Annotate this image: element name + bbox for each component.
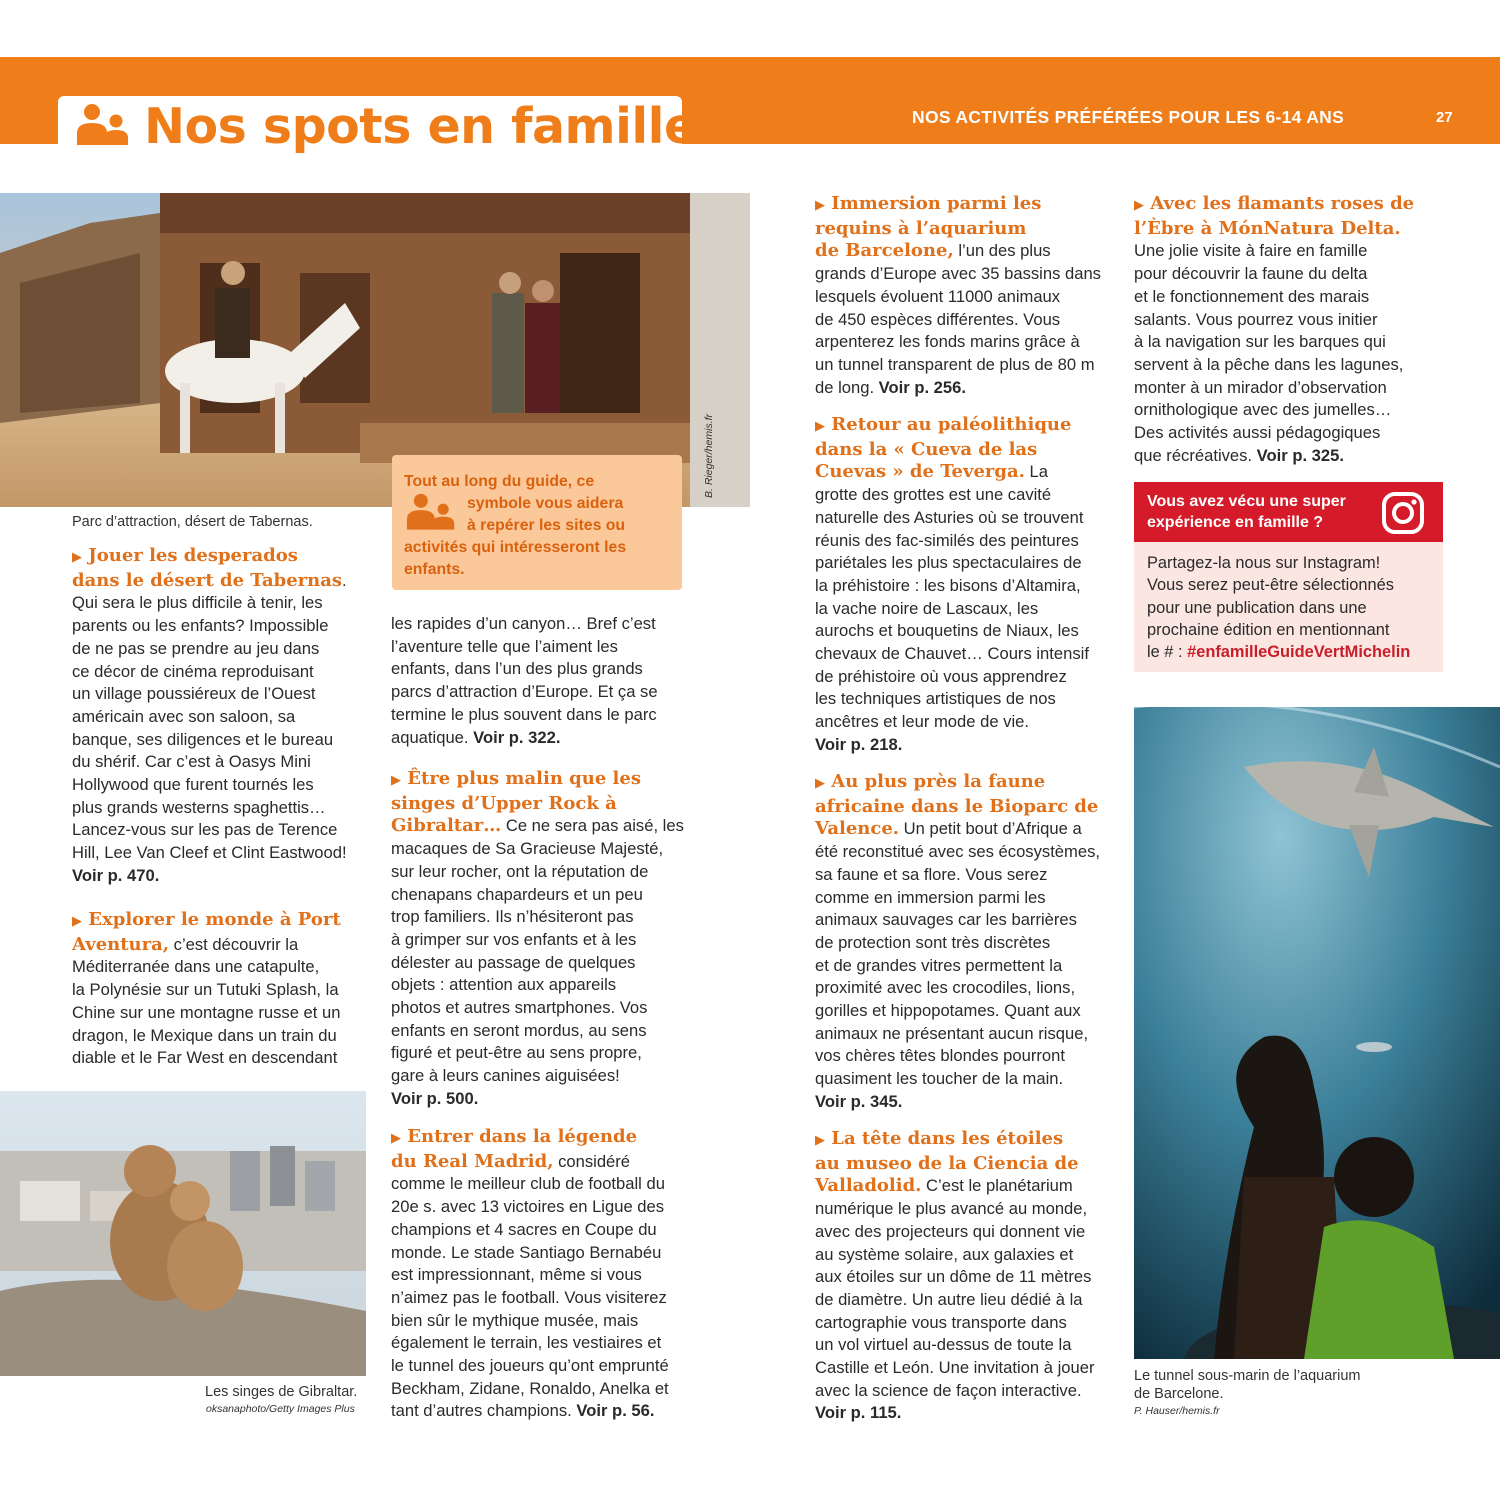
text-line: salants. Vous pourrez vous initier (1134, 309, 1378, 329)
page-title: Nos spots en famille (144, 98, 697, 155)
text-line: et de grandes vitres permettent la (815, 955, 1063, 975)
text-line: Une jolie visite à faire en famille (1134, 241, 1368, 261)
text-line: cartographie vous transporte dans (815, 1312, 1067, 1332)
text-line: monter à un mirador d’observation (1134, 377, 1387, 397)
page-reference: Voir p. 500. (391, 1088, 479, 1108)
text-line: Beckham, Zidane, Ronaldo, Anelka et (391, 1378, 669, 1398)
text-line: servent à la pêche dans les lagunes, (1134, 354, 1404, 374)
page-subtitle: NOS ACTIVITÉS PRÉFÉRÉES POUR LES 6-14 ANS (912, 107, 1345, 127)
callout-line: symbole vous aidera (467, 495, 624, 512)
text-line: Hollywood que furent tournés les (72, 775, 314, 795)
photo-credit: oksanaphoto/Getty Images Plus (206, 1403, 355, 1415)
text-line: de ne pas se prendre au jeu dans (72, 638, 320, 658)
arrow-icon: ▶ (815, 419, 825, 434)
text-line: Lancez-vous sur les pas de Terence (72, 820, 338, 840)
text-line: proximité avec les crocodiles, lions, (815, 978, 1076, 998)
article-aquarium: ▶ Immersion parmi les requins à l’aquarium de Barcelone, l’un des plus grands d’Europe avec 35 bassins dans lesquels évoluent 11000 animaux de 450 espèces différentes. Vous arpenterez les fonds marins grâce à un tunnel transparent de plus de 80 m de long. Voir p. 256. (815, 193, 1115, 399)
text-line: à la navigation sur les barques qui (1134, 332, 1386, 352)
text-line: pour une publication dans une (1147, 598, 1367, 617)
photo-credit: B. Rieger/hemis.fr (703, 413, 715, 498)
text-line: Chine sur une montagne russe et un (72, 1002, 341, 1022)
page-reference: Voir p. 325. (1256, 445, 1344, 465)
arrow-icon: ▶ (72, 914, 82, 929)
text-line: arpenterez les fonds marins grâce à (815, 332, 1080, 352)
instagram-heading: expérience en famille ? (1147, 514, 1324, 531)
text-line: un tunnel transparent de plus de 80 m (815, 354, 1095, 374)
text-line: grotte des grottes est une cavité (815, 485, 1052, 505)
page-reference: Voir p. 470. (72, 865, 160, 885)
text-line: parcs d’attraction d’Europe. Et ça se (391, 682, 658, 702)
text-line: la Polynésie sur un Tutuki Splash, la (72, 980, 339, 1000)
text-line: photos et autres smartphones. Vos (391, 998, 648, 1018)
article-valladolid: ▶ La tête dans les étoiles au museo de la Ciencia de Valladolid. C’est le planétarium numérique le plus avancé au monde, avec des projecteurs qui donnent vie au système solaire, aux galaxies et aux étoiles sur un dôme de 11 mètres de diamètre. Un autre lieu dédié à la cartographie vous transporte dans un vol virtuel au-dessus de toute la Castille et León. Une invitation à jouer avec la science de façon interactive. Voir p. 115. (815, 1128, 1115, 1425)
text-line: avec des projecteurs qui donnent vie (815, 1221, 1086, 1241)
text-line: sur leur rocher, ont la réputation de (391, 861, 649, 881)
text-line: monde. Le stade Santiago Bernabéu (391, 1242, 662, 1262)
text-line: diable et le Far West en descendant (72, 1048, 338, 1068)
photo-caption: Les singes de Gibraltar. (205, 1384, 358, 1400)
photo-caption: Parc d’attraction, désert de Tabernas. (72, 514, 313, 530)
text-line: quasiment les toucher de la main. (815, 1069, 1064, 1089)
text-line: américain avec son saloon, sa (72, 706, 296, 726)
text-line: enfants en seront mordus, au sens (391, 1020, 647, 1040)
article-bioparc: ▶ Au plus près la faune africaine dans le Bioparc de Valence. Un petit bout d’Afrique a été reconstitué avec ses écosystèmes, sa faune et sa flore. Vous serez comme en immersion parmi les animaux sauvages car les barrières de protection sont très discrètes et de grandes vitres permettent la proximité avec les crocodiles, lions, gorilles et hippopotames. Quant aux animaux ne présentant aucun risque, vos chères têtes blondes pourront quasiment les toucher de la main. Voir p. 345. (815, 771, 1115, 1114)
text-line: à grimper sur vos enfants et à les (391, 929, 637, 949)
text-line: aurochs et bouquetins de Niaux, les (815, 621, 1079, 641)
text-line: enfants, dans l’un des plus grands (391, 659, 643, 679)
text-line: les techniques artistiques de nos (815, 689, 1056, 709)
text-line: objets : attention aux appareils (391, 975, 617, 995)
text-line: parents ou les enfants? Impossible (72, 616, 329, 636)
text-line: comme en immersion parmi les (815, 887, 1046, 907)
instagram-heading: Vous avez vécu une super (1147, 493, 1346, 510)
page-reference: Voir p. 56. (576, 1401, 655, 1421)
text-line: l’aventure telle que l’aiment les (391, 636, 618, 656)
family-icon (76, 103, 132, 147)
arrow-icon: ▶ (815, 1133, 825, 1148)
text-line: naturelle des Asturies où se trouvent (815, 507, 1084, 527)
text-line: numérique le plus avancé au monde, (815, 1199, 1088, 1219)
gibraltar-photo (0, 1091, 366, 1376)
callout-line: activités qui intéresseront les (404, 539, 627, 556)
text-line: de protection sont très discrètes (815, 932, 1051, 952)
text-line: chevaux de Chauvet… Cours intensif (815, 644, 1089, 664)
text-line: le tunnel des joueurs qu’ont emprunté (391, 1356, 669, 1376)
text-line: pour découvrir la faune du delta (1134, 264, 1368, 284)
text-line: été reconstitué avec ses écosystèmes, (815, 842, 1100, 862)
text-line: grands d’Europe avec 35 bassins dans (815, 264, 1101, 284)
text-line: de préhistoire où vous apprendrez (815, 666, 1067, 686)
text-line: pariétales les plus spectaculaires de (815, 553, 1082, 573)
text-line: prochaine édition en mentionnant (1147, 620, 1390, 639)
callout-line: à repérer les sites ou (467, 517, 626, 534)
text-line: 20e s. avec 13 victoires en Ligue des (391, 1197, 665, 1217)
text-line: figuré et peut-être au sens propre, (391, 1043, 642, 1063)
article-port-aventura-cont: les rapides d’un canyon… Bref c’est l’aventure telle que l’aiment les enfants, dans l’un des plus grands parcs d’attraction d’Europe. Et ça se termine le plus souvent dans le parc aquatique. Voir p. 322. (391, 613, 691, 749)
text-line: macaques de Sa Gracieuse Majesté, (391, 839, 664, 859)
instagram-box: Vous avez vécu une super expérience en famille ? Partagez-la nous sur Instagram! Vous serez peut-être sélectionnés pour une publication dans une prochaine édition en mentionnant le # : #enfamilleGuideVertMichelin (1134, 482, 1443, 672)
text-line: ce décor de cinéma reproduisant (72, 661, 314, 681)
family-symbol-callout (392, 455, 682, 590)
page-reference: Voir p. 322. (473, 727, 561, 747)
text-line: Castille et León. Une invitation à jouer (815, 1358, 1095, 1378)
hashtag: #enfamilleGuideVertMichelin (1187, 643, 1411, 662)
text-line: bien sûr le mythique musée, mais (391, 1310, 639, 1330)
text-line: également le terrain, les vestiaires et (391, 1333, 662, 1353)
text-line: animaux sauvages car les barrières (815, 910, 1077, 930)
photo-caption: Le tunnel sous-marin de l’aquarium (1134, 1368, 1361, 1384)
text-line: Qui sera le plus difficile à tenir, les (72, 593, 323, 613)
text-line: comme le meilleur club de football du (391, 1174, 665, 1194)
article-real-madrid: ▶ Entrer dans la légende du Real Madrid, considéré comme le meilleur club de football du 20e s. avec 13 victoires en Ligue des champions et 4 sacres en Coupe du monde. Le stade Santiago Bernabéu est impressionnant, même si vous n’aimez pas le football. Vous visiterez bien sûr le mythique musée, mais également le terrain, les vestiaires et le tunnel des joueurs qu’ont emprunté Beckham, Zidane, Ronaldo, Anelka et tant d’autres champions. Voir p. 56. (391, 1126, 691, 1423)
text-line: lesquels évoluent 11000 animaux (815, 286, 1061, 306)
text-line: chenapans chapardeurs et un peu (391, 884, 643, 904)
instagram-box-header (1134, 482, 1443, 542)
text-line: un vol virtuel au-dessus de toute la (815, 1335, 1072, 1355)
text-line: de 450 espèces différentes. Vous (815, 309, 1061, 329)
article-teverga: ▶ Retour au paléolithique dans la « Cueva de las Cuevas » de Teverga. La grotte des grottes est une cavité naturelle des Asturies où se trouvent réunis des fac-similés des peintures pariétales les plus spectaculaires de la préhistoire : les bisons d’Altamira, la vache noire de Lascaux, les aurochs et bouquetins de Niaux, les chevaux de Chauvet… Cours intensif de préhistoire où vous apprendrez les techniques artistiques de nos ancêtres et leur mode de vie. Voir p. 218. (815, 414, 1115, 757)
text-line: animaux ne présentant aucun risque, (815, 1023, 1089, 1043)
text-line: Des activités aussi pédagogiques (1134, 423, 1381, 443)
arrow-icon: ▶ (815, 776, 825, 791)
arrow-icon: ▶ (391, 773, 401, 788)
callout-line: Tout au long du guide, ce (404, 473, 595, 490)
text-line: banque, ses diligences et le bureau (72, 729, 334, 749)
family-icon (406, 493, 458, 531)
article-gibraltar: ▶ Être plus malin que les singes d’Upper Rock à Gibraltar… Ce ne sera pas aisé, les macaques de Sa Gracieuse Majesté, sur leur rocher, ont la réputation de chenapans chapardeurs et un peu trop familiers. Ils n’hésiteront pas à grimper sur vos enfants et à les délester au passage de quelques objets : attention aux appareils photos et autres smartphones. Vos enfants en seront mordus, au sens figuré et peut-être au sens propre, gare à leurs canines aiguisées! Voir p. 500. (391, 768, 691, 1111)
page-reference: Voir p. 115. (815, 1403, 902, 1423)
arrow-icon: ▶ (391, 1131, 401, 1146)
text-line: est impressionnant, même si vous (391, 1265, 642, 1285)
text-line: avec la science de façon interactive. (815, 1380, 1082, 1400)
text-line: Hill, Lee Van Cleef et Clint Eastwood! (72, 843, 347, 863)
callout-line: enfants. (404, 561, 465, 578)
text-line: Méditerranée dans une catapulte, (72, 957, 320, 977)
text-line: délester au passage de quelques (391, 952, 636, 972)
text-line: aux étoiles sur un dôme de 11 mètres (815, 1267, 1092, 1287)
page-number: 27 (1436, 109, 1453, 126)
page-reference: Voir p. 218. (815, 734, 903, 754)
text-line: la vache noire de Lascaux, les (815, 598, 1039, 618)
text-line: dragon, le Mexique dans un train du (72, 1025, 337, 1045)
text-line: au système solaire, aux galaxies et (815, 1244, 1074, 1264)
text-line: la préhistoire : les bisons d’Altamira, (815, 575, 1081, 595)
text-line: Vous serez peut-être sélectionnés (1147, 576, 1394, 595)
text-line: termine le plus souvent dans le parc (391, 704, 657, 724)
instagram-icon (1381, 491, 1425, 535)
text-line: un village poussiéreux de l’Ouest (72, 684, 316, 704)
arrow-icon: ▶ (1134, 198, 1144, 213)
text-line: n’aimez pas le football. Vous visiterez (391, 1287, 667, 1307)
text-line: réunis des fac-similés des peintures (815, 530, 1079, 550)
text-line: et le fonctionnement des marais (1134, 286, 1370, 306)
text-line: de diamètre. Un autre lieu dédié à la (815, 1289, 1083, 1309)
arrow-icon: ▶ (72, 550, 82, 565)
page-reference: Voir p. 256. (878, 377, 966, 397)
article-delta: ▶ Avec les flamants roses de l’Èbre à MónNatura Delta. Une jolie visite à faire en famille pour découvrir la faune du delta et le fonctionnement des marais salants. Vous pourrez vous initier à la navigation sur les barques qui servent à la pêche dans les lagunes, monter à un mirador d’observation ornithologique avec des jumelles… Des activités aussi pédagogiques que récréatives. Voir p. 325. (1134, 193, 1444, 467)
text-line: gare à leurs canines aiguisées! (391, 1066, 620, 1086)
arrow-icon: ▶ (815, 198, 825, 213)
page-reference: Voir p. 345. (815, 1091, 903, 1111)
text-line: sa faune et sa flore. Vous serez (815, 864, 1048, 884)
text-line: vos chères têtes blondes pourront (815, 1046, 1065, 1066)
text-line: ornithologique avec des jumelles… (1134, 400, 1392, 420)
text-line: plus grands westerns spaghettis… (72, 797, 326, 817)
text-line: gorilles et hippopotames. Quant aux (815, 1001, 1081, 1021)
photo-credit: P. Hauser/hemis.fr (1134, 1405, 1220, 1417)
text-line: du shérif. Car c’est à Oasys Mini (72, 752, 311, 772)
article-port-aventura: ▶ Explorer le monde à Port Aventura, c’est découvrir la Méditerranée dans une catapulte, la Polynésie sur un Tutuki Splash, la Chine sur une montagne russe et un dragon, le Mexique dans un train du diable et le Far West en descendant (72, 909, 362, 1070)
text-line: les rapides d’un canyon… Bref c’est (391, 614, 656, 633)
text-line: ancêtres et leur mode de vie. (815, 712, 1029, 732)
aquarium-photo (1134, 707, 1500, 1359)
text-line: trop familiers. Ils n’hésiteront pas (391, 907, 634, 927)
article-desperados: ▶ Jouer les desperados dans le désert de Tabernas. Qui sera le plus difficile à tenir, les parents ou les enfants? Impossible de ne pas se prendre au jeu dans ce décor de cinéma reproduisant un village poussiéreux de l’Ouest américain avec son saloon, sa banque, ses diligences et le bureau du shérif. Car c’est à Oasys Mini Hollywood que furent tournés les plus grands westerns spaghettis… Lancez-vous sur les pas de Terence Hill, Lee Van Cleef et Clint Eastwood! Voir p. 470. (72, 545, 362, 888)
text-line: Partagez-la nous sur Instagram! (1147, 554, 1381, 572)
photo-caption: de Barcelone. (1134, 1386, 1224, 1402)
text-line: champions et 4 sacres en Coupe du (391, 1219, 657, 1239)
